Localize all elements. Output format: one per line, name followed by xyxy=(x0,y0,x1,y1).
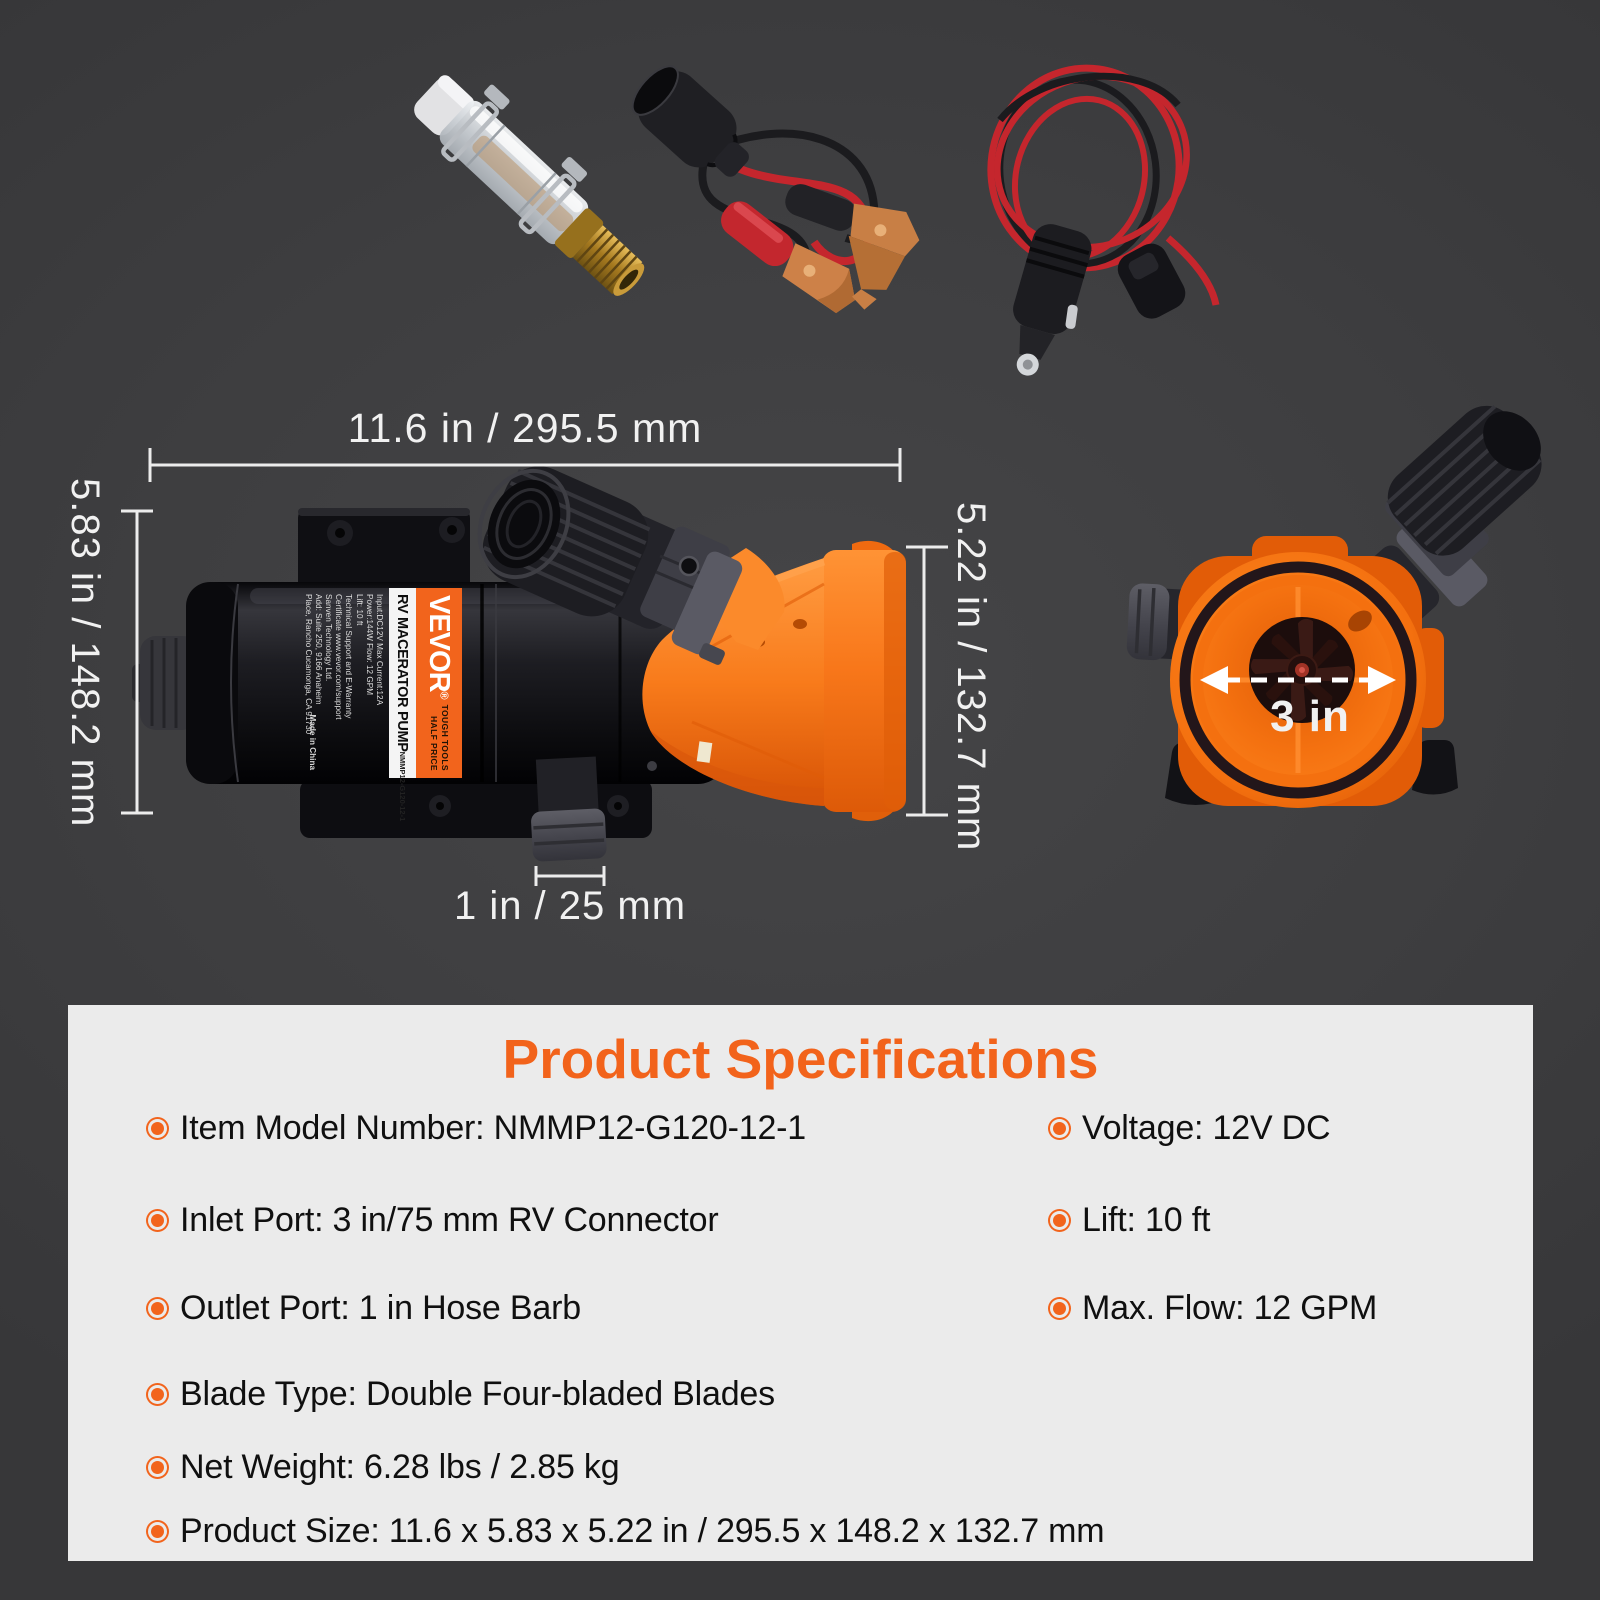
dimension-inlet-label: 3 in xyxy=(1270,692,1350,741)
cigarette-plug xyxy=(996,220,1101,385)
cigarette-plug-cable-icon xyxy=(973,50,1216,385)
pump-product-label xyxy=(300,588,462,822)
pump-side-view xyxy=(132,455,906,862)
battery-clip-adapter-icon xyxy=(622,56,927,321)
panel-title: Product Specifications xyxy=(502,1028,1099,1090)
outlet-barb xyxy=(528,756,607,862)
spec-item-flow: Max. Flow: 12 GPM xyxy=(1048,1289,1377,1328)
dimension-depth-label: 5.22 in / 132.7 mm xyxy=(949,502,993,852)
spec-item-outlet: Outlet Port: 1 in Hose Barb xyxy=(146,1289,581,1328)
spec-item-weight: Net Weight: 6.28 lbs / 2.85 kg xyxy=(146,1448,619,1487)
brand-band xyxy=(416,588,462,778)
spec-item-model: Item Model Number: NMMP12-G120-12-1 xyxy=(146,1109,806,1148)
spec-item-lift: Lift: 10 ft xyxy=(1048,1201,1210,1240)
product-specifications-panel xyxy=(68,1005,1533,1561)
spec-item-blade: Blade Type: Double Four-bladed Blades xyxy=(146,1375,775,1414)
bullet-icon xyxy=(151,1122,164,1135)
bullet-icon xyxy=(1053,1302,1066,1315)
made-in-label: Made in China xyxy=(307,714,317,770)
bullet-icon xyxy=(1053,1214,1066,1227)
bullet-icon xyxy=(151,1388,164,1401)
label-fine-print: Input:DC12V Max Current:12A Power:144W Flow: 12 GPM Lift: 10 ft Technical Support and E-Warranty Certificate www.vevor.com/support Sanven Technology Ltd. Add: Suite 250, 9166 Anaheim Place, Rancho Cucamonga, CA 91730 Made in China xyxy=(303,594,384,770)
dimension-height-label: 5.83 in / 148.2 mm xyxy=(63,478,107,828)
spec-item-inlet: Inlet Port: 3 in/75 mm RV Connector xyxy=(146,1201,719,1240)
spec-item-size: Product Size: 11.6 x 5.83 x 5.22 in / 295.5 x 148.2 x 132.7 mm xyxy=(146,1512,1104,1551)
spec-item-voltage: Voltage: 12V DC xyxy=(1048,1109,1330,1148)
dimension-width-label: 11.6 in / 295.5 mm xyxy=(347,405,703,451)
bullet-icon xyxy=(1053,1122,1066,1135)
dimension-outlet-label: 1 in / 25 mm xyxy=(453,884,687,928)
check-valve-icon xyxy=(404,55,669,310)
bullet-icon xyxy=(151,1525,164,1538)
pump-front-view xyxy=(1126,393,1554,808)
product-name-stripe: RV MACERATOR PUMP NMMP12-G120-12-1 xyxy=(389,588,416,778)
brand-logo: VEVOR® xyxy=(423,595,456,699)
bullet-icon xyxy=(151,1214,164,1227)
bullet-icon xyxy=(151,1461,164,1474)
brand-tagline: TOUGH TOOLS HALF PRICE xyxy=(429,704,450,771)
bullet-icon xyxy=(151,1302,164,1315)
